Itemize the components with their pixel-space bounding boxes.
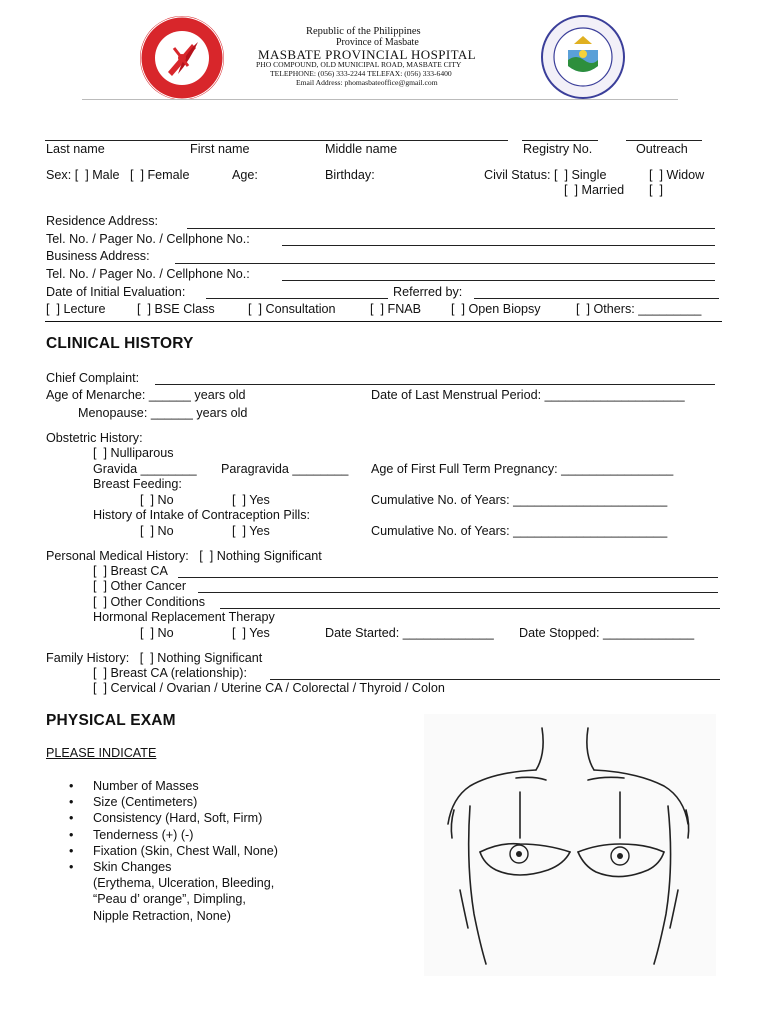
referred-by-label: Referred by:	[393, 285, 463, 299]
hospital-telephone: TELEPHONE: (056) 333-2244 TELEFAX: (056) 333-6400	[270, 69, 452, 78]
outreach-label: Outreach	[636, 142, 688, 156]
outreach-underline	[626, 140, 702, 141]
item-label: Skin Changes	[93, 860, 172, 875]
registry-underline	[522, 140, 598, 141]
menarche-field[interactable]: Age of Menarche: ______ years old	[46, 388, 246, 402]
list-item-detail	[46, 891, 278, 907]
hospital-email: Email Address: phomasbateoffice@gmail.com	[296, 78, 438, 87]
breast-ca-line[interactable]	[178, 577, 718, 578]
hospital-name: MASBATE PROVINCIAL HOSPITAL	[258, 47, 477, 62]
hrt-label: Hormonal Replacement Therapy	[93, 610, 275, 624]
skin-detail-line: (Erythema, Ulceration, Bleeding,	[93, 876, 275, 891]
first-term-field[interactable]: Age of First Full Term Pregnancy: ________________	[371, 462, 674, 476]
date-eval-label: Date of Initial Evaluation:	[46, 285, 186, 299]
item-label: Consistency (Hard, Soft, Firm)	[93, 811, 263, 826]
other-status-checkbox[interactable]: [ ]	[649, 183, 663, 197]
item-label: Number of Masses	[93, 779, 199, 793]
business-line[interactable]	[175, 263, 715, 264]
nulliparous-checkbox[interactable]: [ ] Nulliparous	[93, 446, 174, 460]
clinical-history-heading: CLINICAL HISTORY	[46, 335, 194, 352]
other-cancer-checkbox[interactable]: [ ] Other Cancer	[93, 579, 187, 593]
list-item-detail	[46, 908, 278, 924]
bse-class-checkbox[interactable]: [ ] BSE Class	[137, 302, 215, 316]
date-stopped-field[interactable]: Date Stopped: _____________	[519, 626, 695, 640]
residence-line[interactable]	[187, 228, 715, 229]
registry-label: Registry No.	[523, 142, 593, 156]
bf-yes-checkbox[interactable]: [ ] Yes	[232, 493, 270, 507]
name-underline	[45, 140, 508, 141]
chief-complaint-line[interactable]	[155, 384, 715, 385]
hospital-address: PHO COMPOUND, OLD MUNICIPAL ROAD, MASBATE CITY	[256, 60, 462, 69]
cp-no-checkbox[interactable]: [ ] No	[140, 524, 174, 538]
list-item	[46, 794, 278, 810]
breast-diagram-icon[interactable]	[424, 714, 716, 976]
residence-label: Residence Address:	[46, 214, 159, 228]
gravida-field[interactable]: Gravida ________	[93, 462, 197, 476]
physical-exam-heading: PHYSICAL EXAM	[46, 712, 176, 729]
lmp-field[interactable]: Date of Last Menstrual Period: ____________________	[371, 388, 685, 402]
bullet: •	[69, 843, 74, 858]
item-label: Fixation (Skin, Chest Wall, None)	[93, 843, 279, 858]
health-office-seal-icon	[138, 14, 226, 102]
business-label: Business Address:	[46, 249, 150, 263]
skin-detail-line: Nipple Retraction, None)	[93, 908, 231, 923]
cp-yes-checkbox[interactable]: [ ] Yes	[232, 524, 270, 538]
middle-name-label: Middle name	[325, 142, 398, 156]
consultation-checkbox[interactable]: [ ] Consultation	[248, 302, 336, 316]
others-checkbox[interactable]: [ ] Others: _________	[576, 302, 702, 316]
list-item	[46, 827, 278, 843]
tel2-line[interactable]	[282, 280, 715, 281]
list-item	[46, 859, 278, 875]
birthday-label: Birthday:	[325, 168, 375, 182]
bf-years-field[interactable]: Cumulative No. of Years: ______________________	[371, 493, 668, 507]
tel1-label: Tel. No. / Pager No. / Cellphone No.:	[46, 232, 250, 246]
menopause-field[interactable]: Menopause: ______ years old	[78, 406, 248, 420]
bullet: •	[69, 860, 74, 875]
contraception-label: History of Intake of Contraception Pills:	[93, 508, 310, 522]
list-item	[46, 810, 278, 826]
breast-ca-checkbox[interactable]: [ ] Breast CA	[93, 564, 168, 578]
bullet: •	[69, 811, 74, 826]
item-label: Tenderness (+) (-)	[93, 827, 194, 842]
last-name-label: Last name	[46, 142, 105, 156]
hrt-yes-checkbox[interactable]: [ ] Yes	[232, 626, 270, 640]
paragravida-field[interactable]: Paragravida ________	[221, 462, 349, 476]
province-seal-icon	[540, 14, 626, 100]
family-history-field[interactable]: Family History: [ ] Nothing Significant	[46, 651, 263, 665]
province-line: Province of Masbate	[336, 37, 419, 48]
open-biopsy-checkbox[interactable]: [ ] Open Biopsy	[451, 302, 541, 316]
republic-line: Republic of the Philippines	[306, 26, 421, 37]
skin-detail-line: “Peau d’ orange”, Dimpling,	[93, 892, 246, 907]
breast-feeding-label: Breast Feeding:	[93, 477, 182, 491]
first-name-label: First name	[190, 142, 250, 156]
date-eval-line[interactable]	[206, 298, 388, 299]
other-conditions-line[interactable]	[220, 608, 720, 609]
cp-years-field[interactable]: Cumulative No. of Years: ______________________	[371, 524, 668, 538]
date-started-field[interactable]: Date Started: _____________	[325, 626, 494, 640]
please-indicate-label: PLEASE INDICATE	[46, 746, 157, 760]
referred-by-line[interactable]	[474, 298, 719, 299]
list-item-detail	[46, 875, 278, 891]
header-divider	[82, 99, 678, 100]
physical-exam-list	[46, 778, 278, 924]
lecture-checkbox[interactable]: [ ] Lecture	[46, 302, 106, 316]
family-breast-checkbox[interactable]: [ ] Breast CA (relationship):	[93, 666, 247, 680]
married-checkbox[interactable]: [ ] Married	[564, 183, 625, 197]
section-divider	[45, 321, 722, 322]
sex-field[interactable]: Sex: [ ] Male [ ] Female	[46, 168, 190, 182]
family-other-checkbox[interactable]: [ ] Cervical / Ovarian / Uterine CA / Colorectal / Thyroid / Colon	[93, 681, 445, 695]
bf-no-checkbox[interactable]: [ ] No	[140, 493, 174, 507]
family-breast-line[interactable]	[270, 679, 720, 680]
list-item	[46, 843, 278, 859]
personal-history-field[interactable]: Personal Medical History: [ ] Nothing Significant	[46, 549, 322, 563]
bullet: •	[69, 827, 74, 842]
item-label: Size (Centimeters)	[93, 795, 198, 810]
hrt-no-checkbox[interactable]: [ ] No	[140, 626, 174, 640]
other-conditions-checkbox[interactable]: [ ] Other Conditions	[93, 595, 205, 609]
chief-complaint-label: Chief Complaint:	[46, 371, 140, 385]
other-cancer-line[interactable]	[198, 592, 718, 593]
obstetric-label: Obstetric History:	[46, 431, 143, 445]
bullet: •	[69, 779, 74, 793]
fnab-checkbox[interactable]: [ ] FNAB	[370, 302, 422, 316]
list-item	[46, 778, 278, 794]
tel2-label: Tel. No. / Pager No. / Cellphone No.:	[46, 267, 250, 281]
bullet: •	[69, 795, 74, 810]
widow-checkbox[interactable]: [ ] Widow	[649, 168, 705, 182]
civil-status-field[interactable]: Civil Status: [ ] Single	[484, 168, 607, 182]
age-label: Age:	[232, 168, 258, 182]
tel1-line[interactable]	[282, 245, 715, 246]
